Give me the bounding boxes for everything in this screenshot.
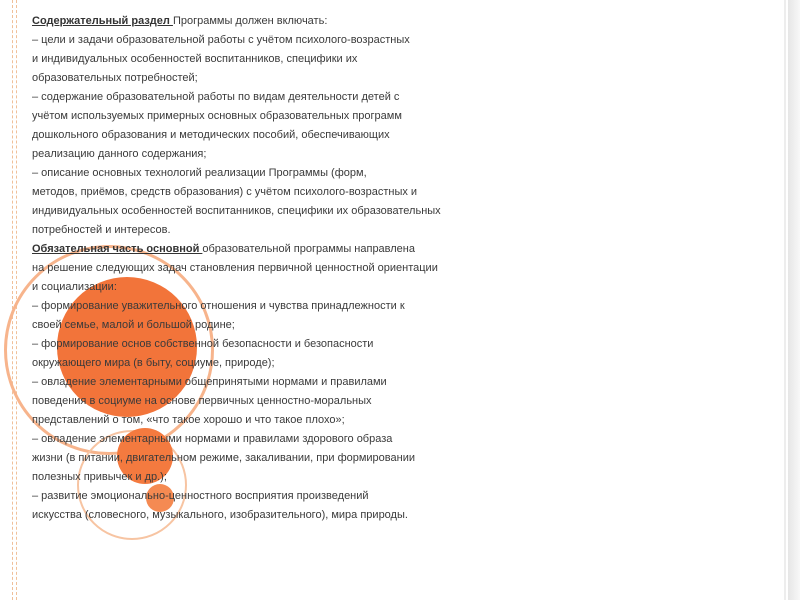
- text-line: полезных привычек и др.);: [32, 471, 167, 483]
- right-edge-stripe: [784, 0, 786, 600]
- text-line: на решение следующих задач становления первичной ценностной ориентации: [32, 262, 438, 274]
- text-line: учётом используемых примерных основных образовательных программ: [32, 110, 402, 122]
- section1-heading-tail: Программы должен включать:: [172, 15, 328, 27]
- text-line: – описание основных технологий реализации Программы (форм,: [32, 167, 367, 179]
- text-line: поведения в социуме на основе первичных ценностно-моральных: [32, 395, 372, 407]
- text-line: и социализации:: [32, 281, 117, 293]
- text-line: – формирование основ собственной безопасности и безопасности: [32, 338, 374, 350]
- section2-heading-line: [32, 240, 752, 259]
- text-line: – развитие эмоционально-ценностного восприятия произведений: [32, 490, 369, 502]
- text-line: представлений о том, «что такое хорошо и что такое плохо»;: [32, 414, 345, 426]
- text-line: – содержание образовательной работы по видам деятельности детей с: [32, 91, 400, 103]
- text-line: окружающего мира (в быту, социуме, природе);: [32, 357, 275, 369]
- text-line: потребностей и интересов.: [32, 224, 171, 236]
- slide-body-text: [32, 12, 752, 525]
- text-line: методов, приёмов, средств образования) с учётом психолого-возрастных и: [32, 186, 418, 198]
- text-line: – формирование уважительного отношения и чувства принадлежности к: [32, 300, 405, 312]
- text-line: своей семье, малой и большой родине;: [32, 319, 235, 331]
- section2-heading: Обязательная часть основной: [32, 243, 203, 255]
- text-line: – цели и задачи образовательной работы с учётом психолого-возрастных: [32, 34, 410, 46]
- section1-heading-line: [32, 12, 752, 31]
- text-line: искусства (словесного, музыкального, изобразительного), мира природы.: [32, 509, 408, 521]
- text-line: – овладение элементарными нормами и правилами здорового образа: [32, 433, 393, 445]
- section1-heading: Содержательный раздел: [32, 15, 173, 27]
- text-line: реализацию данного содержания;: [32, 148, 207, 160]
- left-dashed-guide: [12, 0, 13, 600]
- text-line: образовательных потребностей;: [32, 72, 198, 84]
- text-line: и индивидуальных особенностей воспитанников, специфики их: [32, 53, 358, 65]
- section2-heading-tail: образовательной программы направлена: [202, 243, 415, 255]
- text-line: индивидуальных особенностей воспитанников, специфики их образовательных: [32, 205, 441, 217]
- text-line: дошкольного образования и методических пособий, обеспечивающих: [32, 129, 390, 141]
- text-line: – овладение элементарными общепринятыми нормами и правилами: [32, 376, 387, 388]
- right-edge-band: [788, 0, 800, 600]
- text-line: жизни (в питании, двигательном режиме, закаливании, при формировании: [32, 452, 415, 464]
